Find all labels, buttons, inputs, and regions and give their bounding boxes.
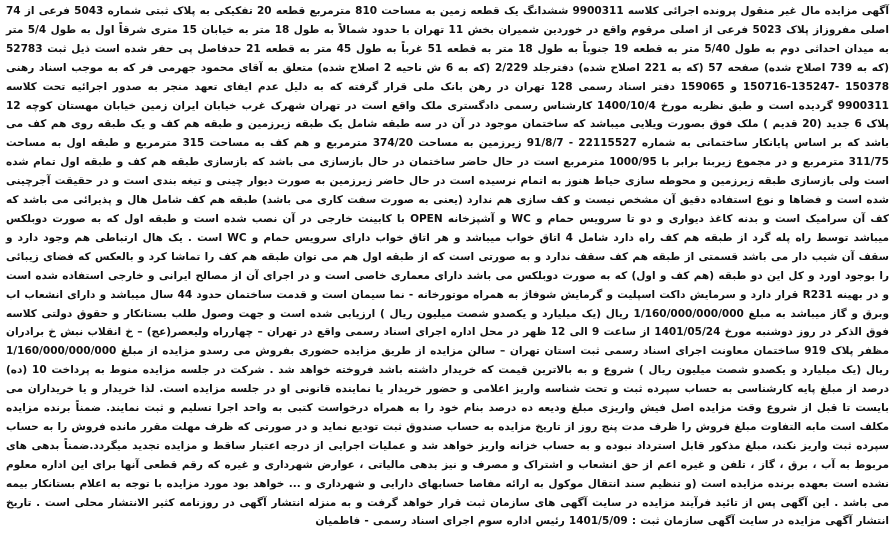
auction-notice-text: آگهی مزایده مال غیر منقول پرونده اجرائی کلاسه 9900311 ششدانگ یک قطعه زمین به مساحت 810 مترمربع قطعه 20 تفکیکی به پلاک ثبتی شماره 5043 فرعی از 74 اصلی مفروزاز پلاک 5023 فرعی از اصلی مرقوم واقع در خوردین شمیران بخش 11 تهران با حدود شمالاً به طول 18 متر به خیابان 15 متری شرقاً اول به طول 5/4 متر به میدان احداثی دوم به طول 5/40 متر به قطعه 19 جنوباً به طول 18 متر به قطعه 51 غرباً به طول 45 متر به قطعه 21 حدفاصل پی حفر شده است ذیل ثبت 52783 (که به 739 اصلاح شده) صفحه 57 (که به 221 اصلاح شده) دفترجلد 2/229 (که به 6 ش ناحیه 2 اصلاح شده) متعلق به آقای محمود جهرمی فر که به موجب اسناد رهنی 150378 -135247-150716 و 159065 دفتر اسناد رسمی 128 تهران در رهن بانک ملی قرار گرفته که به دلیل عدم ایفای تعهد منجر به صدور اجرائیه تحت کلاسه 9900311 گردیده است و طبق نظریه مورخ 1400/10/4 کارشناس رسمی دادگستری ملک واقع است در تهران شهرک غرب خیابان ایران زمین خیابان مهستان کوچه 12 پلاک 6 جدید (20 قدیم ) ملک فوق بصورت ویلایی میباشد که ساختمان موجود در آن در سه طبقه شامل یک طبقه زیرزمین و طبقه هم کف و یک طبقه روی هم کف می باشد که بر اساس پایانکار ساختمانی به شماره 22115527 - 91/8/7 زیرزمین به مساحت 374/20 مترمربع و هم کف به مساحت 315 مترمربع و طبقه اول به مساحت 311/75 مترمربع و در مجموع زیربنا برابر با 1000/95 مترمربع است در حال حاضر ساختمان در حال بازسازی می باشد که بازسازی طبقه هم کف و طبقه اول تمام شده است ولی بازسازی طبقه زیرزمین و محوطه سازی حیاط هنوز به اتمام نرسیده است در حال حاضر زیرزمین به صورت دیوار چینی و تیغه بندی است و در حقیقت آجرچینی شده است و فضاها و نوع استفاده دقیق آن مشخص نیست و کف سازی هم ندارد (یعنی به صورت سفت کاری می باشد) طبقه هم کف شامل هال و پذیرائی می باشد که کف آن سرامیک است و بدنه کاغذ دیواری و دو تا سرویس حمام و WC و آشپزخانه OPEN با کابینت خارجی در آن نصب شده است و طبقه اول که به صورت دوبلکس میباشد توسط راه پله گرد از طبقه هم کف راه دارد شامل 4 اتاق خواب میباشد و هر اتاق خواب دارای سرویس حمام و WC است . یک هال ارتباطی هم وجود دارد و سقف آن شیب دار می باشد قسمتی از طبقه هم کف سقف ندارد و به صورتی است که از طبقه اول هم می توان طبقه هم کف را تماشا کرد و بالعکس که فضای زیبائی را بوجود اورد و کل این دو طبقه (هم کف و اول) که به صورت دوبلکس می باشد دارای معماری خاصی است و در اجرای آن از مصالح ایرانی و خارجی استفاده شده است و در بهینه R231 قرار دارد و سرمایش داکت اسپلیت و گرمایش شوفاژ به همراه موتورخانه - نما سیمان است و قدمت ساختمان حدود 44 سال میباشد و دارای انشعاب اب وبرق و گاز میباشد به مبلغ 1/160/000/000/000 ریال (یک میلیارد و یکصدو شصت میلیون ریال ) ارزیابی شده است و جهت وصول طلب بستانکار و حقوق دولتی کلاسه فوق الذکر در روز دوشنبه مورخ 1401/05/24 از ساعت 9 الی 12 ظهر در محل اداره اجرای اسناد رسمی واقع در تهران – چهارراه ولیعصر(عج) – خ انقلاب نبش خ برادران مظفر پلاک 919 ساختمان معاونت اجرای اسناد رسمی ثبت استان تهران – سالن مزایده از طریق مزایده حضوری بفروش می رسدو مزایده از مبلغ 1/160/000/000/000 ریال (یک میلیارد و یکصدو شصت میلیون ریال ) شروع و به بالاترین قیمت که خریدار داشته باشد فروخته خواهد شد . شرکت در جلسه مزایده منوط به پرداخت 10 (ده) درصد از مبلغ پایه کارشناسی به حساب سپرده ثبت و تحت شناسه واریز اعلامی و حضور خریدار یا نماینده قانونی او در جلسه مزایده است. لذا خریدار و یا خریداران می بایست تا قبل از شروع وقت مزایده اصل فیش واریزی مبلغ ودیعه ده درصد بنام خود را به همراه درخواست کتبی به واحد اجرا تسلیم و ثبت نمایند. ضمناً برنده مزایده مکلف است مابه التفاوت مبلغ فروش را ظرف مدت پنج روز از تاریخ مزایده به حساب صندوق ثبت تودیع نماید و در صورتی که ظرف مهلت مقرر مانده فروش را به حساب سپرده ثبت واریز نکند، مبلغ مذکور قابل استرداد نبوده و به حساب خزانه واریز خواهد شد و عملیات اجرایی از درجه اعتبار ساقط و مزایده تجدید میگردد.ضمناً بدهی های مربوط به آب ، برق ، گاز ، تلفن و غیره اعم از حق انشعاب و اشتراک و مصرف و نیز بدهی مالیاتی ، عوارض شهرداری و غیره که رقم قطعی آنها برای این اداره معلوم نشده است بعهده برنده مزایده است (و تنظیم سند انتقال موکول به ارائه مفاصا حسابهای دارایی و شهرداری و ... خواهد بود مورد مزایده با توجه به اعلام بستانکار بیمه می باشد . این آگهی پس از تائید فرآیند مزایده در سایت آگهی های سازمان ثبت قرار خواهد گرفت و به منزله انتشار آگهی در روزنامه کثیر الانتشار محلی است . تاریخ انتشار آگهی مزایده در سایت آگهی سازمان ثبت : 1401/5/09 رئیس اداره سوم اجرای اسناد رسمی - فاطمیان bbox=[6, 5, 890, 528]
